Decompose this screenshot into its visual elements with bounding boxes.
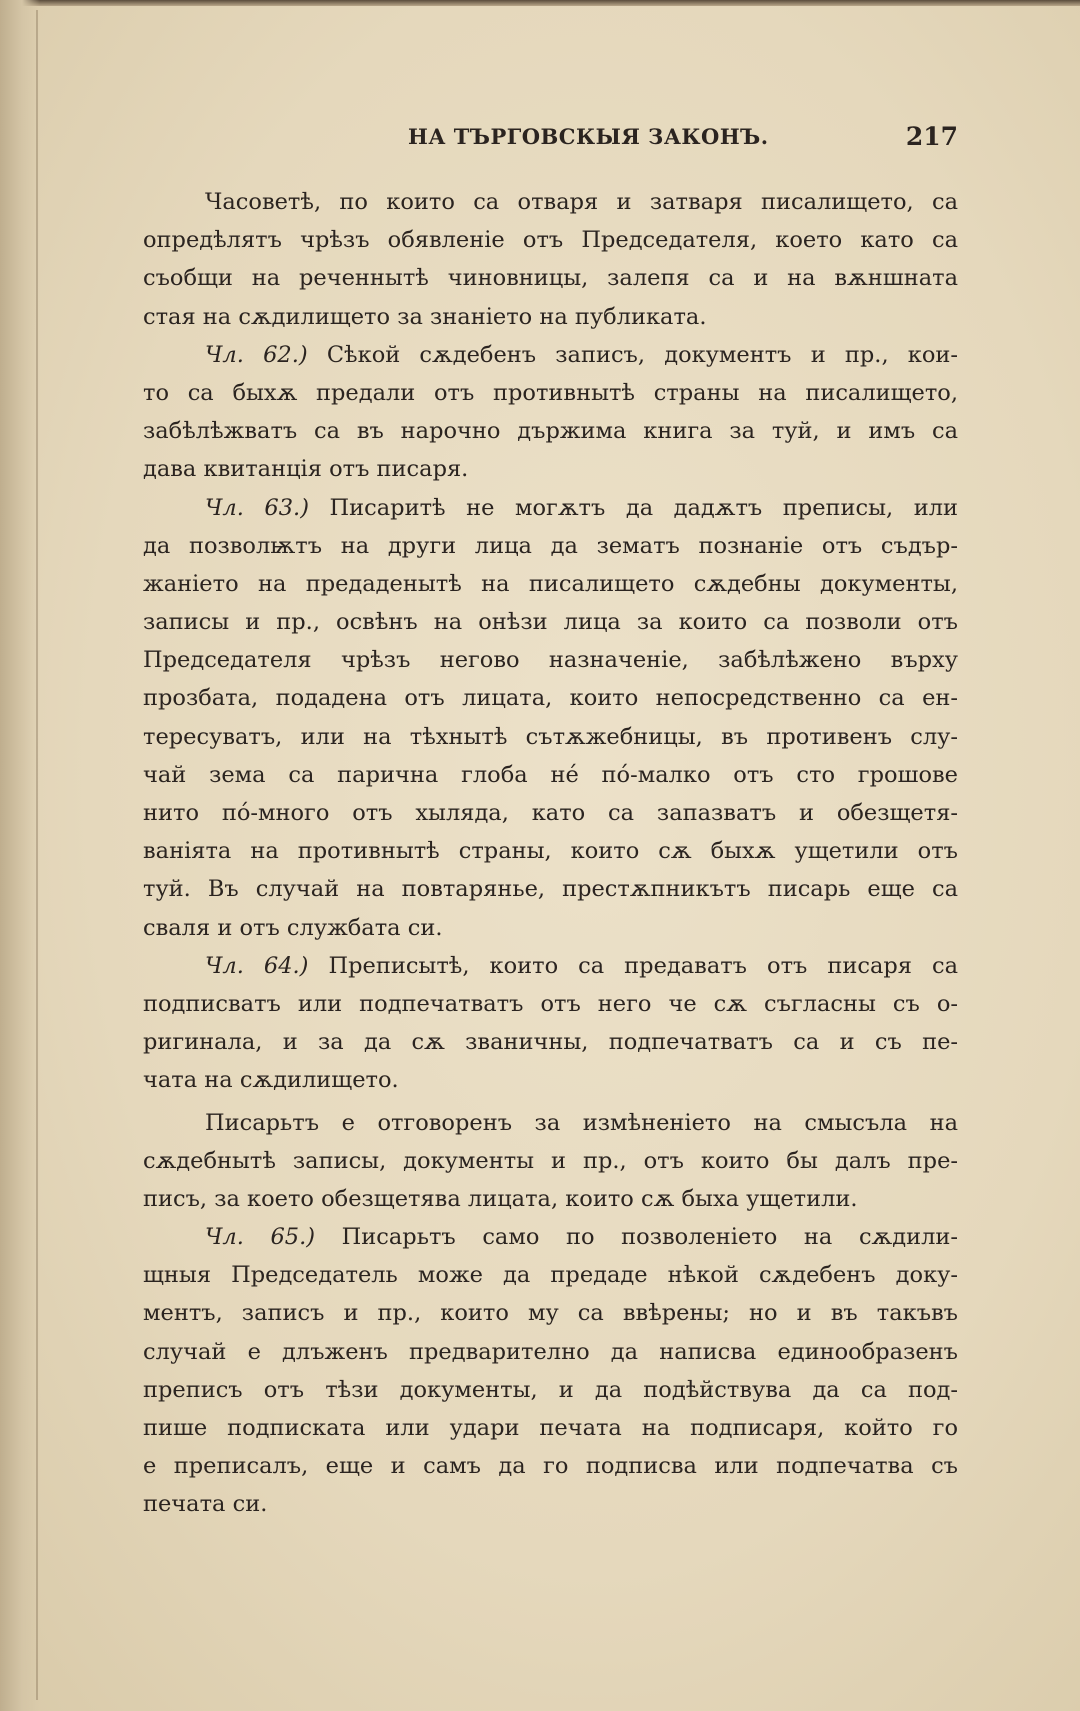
line-text: Часоветѣ, по които са отваря и затваря писалището, са [205, 189, 958, 215]
line-text: чата на сѫдилището. [143, 1067, 399, 1094]
text-line [143, 870, 958, 908]
text-line [143, 450, 958, 488]
line-text: сваля и отъ службата си. [143, 914, 443, 941]
article-number: Чл. 65.) [205, 1224, 316, 1251]
line-text: да позволѭтъ на други лица да зематъ познаніе отъ съдър- [143, 532, 958, 559]
page-gutter-line [36, 10, 38, 1700]
text-line [143, 603, 958, 641]
text-line [143, 1256, 958, 1294]
text-line [143, 1447, 958, 1485]
text-line [143, 1061, 958, 1099]
line-text: то са быхѫ предали отъ противнытѣ страны на писалището, [143, 379, 958, 406]
line-text: подписватъ или подпечатватъ отъ него че сѫ съгласны съ о- [143, 990, 958, 1017]
text-line [143, 947, 958, 985]
text-line [143, 1409, 958, 1447]
line-text: прозбата, подадена отъ лицата, които непосредственно са ен- [143, 685, 958, 712]
text-line [143, 679, 958, 717]
page-binding-edge [0, 0, 40, 1711]
line-text: чай зема са парична глоба не́ по́-малко отъ сто грошове [143, 761, 958, 788]
line-text: Преписытѣ, които са предаватъ отъ писаря са [328, 952, 958, 979]
line-text: щныя Председатель може да предаде нѣкой сѫдебенъ доку- [143, 1262, 958, 1289]
text-line [143, 985, 958, 1023]
text-line [143, 1485, 958, 1523]
article-number: Чл. 64.) [205, 952, 309, 979]
text-line [143, 259, 958, 297]
line-text: нито по́-много отъ хыляда, като са запазватъ и обезщетя- [143, 800, 958, 826]
text-line [143, 412, 958, 450]
text-line [143, 641, 958, 679]
body-text [143, 183, 958, 1524]
text-line [143, 909, 958, 947]
text-line [143, 1023, 958, 1061]
line-text: пише подписката или удари печата на подписаря, който го [143, 1415, 958, 1441]
text-line [143, 1371, 958, 1409]
text-line [143, 718, 958, 756]
line-text: печата си. [143, 1491, 268, 1518]
line-text: Писаритѣ не могѫтъ да дадѫтъ преписы, или [329, 494, 958, 521]
line-text: забѣлѣжватъ са въ нарочно държима книга за туй, и имъ са [143, 418, 958, 445]
line-text: съобщи на реченнытѣ чиновницы, залепя са и на вѫншната [143, 265, 958, 292]
text-line [143, 183, 958, 221]
running-title: НА ТЪРГОВСКЫЯ ЗАКОНЪ. [408, 124, 769, 149]
line-text: е преписалъ, еще и самъ да го подписва или подпечатва съ [143, 1453, 958, 1480]
line-text: опредѣлятъ чрѣзъ обявленіе отъ Председателя, което като са [143, 227, 958, 254]
line-text: дава квитанція отъ писаря. [143, 456, 469, 483]
line-text: ригинала, и за да сѫ званичны, подпечатватъ са и съ пе- [143, 1029, 958, 1056]
text-line [143, 756, 958, 794]
page-header [143, 122, 958, 158]
page-number: 217 [905, 122, 958, 151]
line-text: писъ, за което обезщетява лицата, които сѫ быха ущетили. [143, 1185, 858, 1212]
page-top-edge [0, 0, 1080, 6]
text-line [143, 1142, 958, 1180]
line-text: случай е длъженъ предварително да написва единообразенъ [143, 1338, 958, 1365]
line-text: ваніята на противнытѣ страны, които сѫ быхѫ ущетили отъ [143, 838, 958, 865]
text-line [143, 1218, 958, 1256]
article-number: Чл. 63.) [205, 494, 309, 521]
line-text: Председателя чрѣзъ негово назначеніе, забѣлѣжено върху [143, 647, 958, 674]
line-text: тересуватъ, или на тѣхнытѣ сътѫжебницы, въ противенъ слу- [143, 723, 958, 750]
line-text: Писарьтъ е отговоренъ за измѣненіето на смысъла на [205, 1109, 958, 1136]
text-line [143, 565, 958, 603]
text-line [143, 1333, 958, 1371]
text-line [143, 298, 958, 336]
line-text: Писарьтъ само по позволеніето на сѫдили- [341, 1224, 958, 1251]
text-line [143, 1180, 958, 1218]
line-text: записы и пр., освѣнъ на онѣзи лица за които са позволи отъ [143, 609, 958, 636]
text-line [143, 374, 958, 412]
line-text: стая на сѫдилището за знаніето на публиката. [143, 303, 707, 330]
text-line [143, 221, 958, 259]
text-line [143, 832, 958, 870]
text-line [143, 336, 958, 374]
article-number: Чл. 62.) [205, 341, 308, 368]
text-line [143, 527, 958, 565]
line-text: Сѣкой сѫдебенъ записъ, документъ и пр., кои- [326, 341, 958, 368]
line-text: ментъ, записъ и пр., които му са ввѣрены; но и въ такъвъ [143, 1300, 958, 1327]
line-text: туй. Въ случай на повтарянье, престѫпникътъ писарь еще са [143, 876, 958, 903]
line-text: сѫдебнытѣ записы, документы и пр., отъ които бы далъ пре- [143, 1147, 958, 1174]
text-line [143, 489, 958, 527]
text-line [143, 794, 958, 832]
text-line [143, 1294, 958, 1332]
line-text: жаніето на предаденытѣ на писалището сѫдебны документы, [143, 570, 958, 597]
line-text: преписъ отъ тѣзи документы, и да подѣйствува да са под- [143, 1376, 958, 1403]
text-line [143, 1104, 958, 1142]
